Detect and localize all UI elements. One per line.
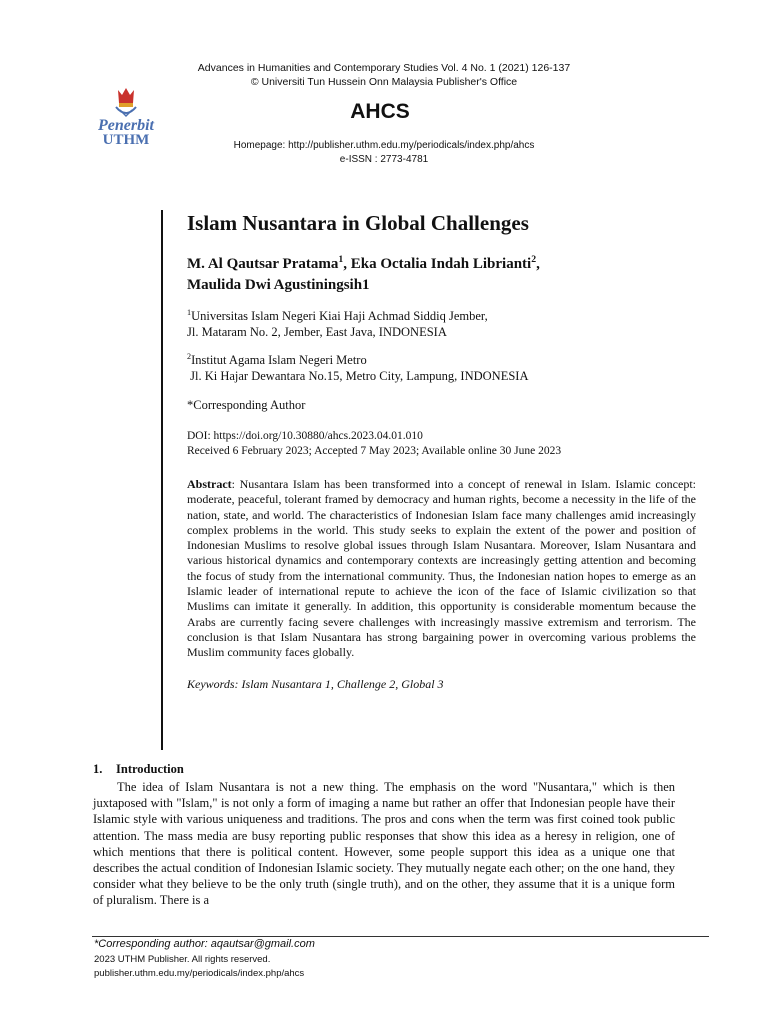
- affiliation-marker: 2: [531, 254, 537, 265]
- affiliation-line: Institut Agama Islam Negeri Metro: [191, 353, 367, 367]
- logo-uthm-text: UTHM: [102, 132, 150, 148]
- introduction-section: [93, 762, 675, 909]
- affiliation-marker: 1: [187, 307, 192, 317]
- section-title: Introduction: [116, 762, 184, 776]
- journal-eissn: e-ISSN : 2773-4781: [339, 154, 429, 165]
- received-dates: Received 6 February 2023; Accepted 7 May 2023; Available online 30 June 2023: [187, 445, 562, 457]
- section-heading: [93, 762, 675, 777]
- vertical-rule: [161, 210, 163, 750]
- affiliation-line: Jl. Ki Hajar Dewantara No.15, Metro City, Lampung, INDONESIA: [187, 369, 529, 383]
- affiliation-2: [187, 352, 696, 384]
- abstract: [187, 477, 696, 661]
- footer-corresponding-email: *Corresponding author: aqautsar@gmail.com: [94, 938, 315, 950]
- journal-citation: Advances in Humanities and Contemporary Studies Vol. 4 No. 1 (2021) 126-137: [197, 62, 571, 74]
- abstract-text: : Nusantara Islam has been transformed into a concept of renewal in Islam. Islamic concept: moderate, peaceful, tolerant framed by democracy and human rights, become a necessity in the life of the nation, state, and world. The characteristics of Indonesian Islam face many challenges amid increasingly complex problems in the world. This study seeks to explain the extent of the power and position of Indonesian Muslims to resolve global issues through Islam Nusantara. Moreover, Islam Nusantara and various historical dynamics and contemporary contexts are increasingly getting attention and becoming the focus of study from the international community. Thus, the Indonesian nation hopes to emerge as an Islamic leader of international repute to achieve the icon of the face of Islamic civilization so that Muslims can imitate it generally. In addition, this opportunity is considerable momentum because the Arabs are currently facing severe challenges with increasingly massive extremism and terrorism. The conclusion is that Islam Nusantara has strong bargaining power in overcoming various problems the Muslim community faces globally.: [187, 477, 696, 660]
- keywords: Keywords: Islam Nusantara 1, Challenge 2, Global 3: [187, 676, 444, 691]
- footer-divider: [92, 936, 709, 937]
- logo-penerbit-text: Penerbit: [98, 117, 154, 134]
- author-name: Maulida Dwi Agustiningsih1: [187, 277, 370, 293]
- footer-publisher: 2023 UTHM Publisher. All rights reserved.: [94, 954, 271, 965]
- affiliation-line: Universitas Islam Negeri Kiai Haji Achmad Siddiq Jember,: [191, 309, 488, 323]
- doi-block: [187, 429, 696, 459]
- footer-url[interactable]: publisher.uthm.edu.my/periodicals/index.php/ahcs: [94, 968, 305, 979]
- article-front-matter: [187, 210, 696, 692]
- section-number: 1.: [93, 762, 103, 776]
- author-name: M. Al Qautsar Pratama: [187, 256, 339, 272]
- affiliation-marker: 2: [187, 351, 192, 361]
- author-separator: ,: [343, 256, 351, 272]
- abstract-label: Abstract: [187, 477, 232, 491]
- corresponding-author-note: *Corresponding Author: [187, 398, 306, 412]
- affiliation-1: [187, 308, 696, 340]
- journal-abbreviation: AHCS: [350, 100, 410, 123]
- copyright-notice: © Universiti Tun Hussein Onn Malaysia Publisher's Office: [250, 76, 518, 88]
- author-list: [187, 254, 696, 296]
- author-separator: ,: [536, 256, 540, 272]
- author-name: Eka Octalia Indah Librianti: [350, 256, 532, 272]
- affiliation-line: Jl. Mataram No. 2, Jember, East Java, INDONESIA: [187, 325, 447, 339]
- article-title: Islam Nusantara in Global Challenges: [187, 211, 529, 235]
- doi-link[interactable]: DOI: https://doi.org/10.30880/ahcs.2023.04.01.010: [187, 430, 423, 442]
- introduction-paragraph: The idea of Islam Nusantara is not a new thing. The emphasis on the word "Nusantara," which is then juxtaposed with "Islam," is not only a form of imaging a name but rather an offer that Indonesian people have their Islamic style with various uniqueness and traditions. The pros and cons when the term was first coined took public attention. The mass media are busy reporting public responses that show this idea as a heresy in religion, one of which mentions that there is political content. However, some people support this idea as a unique one that describes the actual condition of Indonesian Islamic society. They mutually negate each other; on the one hand, they consider what they believe to be the only truth (single truth), and on the other, they assume that it is a unique form of pluralism. There is a: [93, 780, 675, 908]
- affiliation-marker: 1: [338, 254, 344, 265]
- journal-homepage: Homepage: http://publisher.uthm.edu.my/periodicals/index.php/ahcs: [233, 140, 535, 151]
